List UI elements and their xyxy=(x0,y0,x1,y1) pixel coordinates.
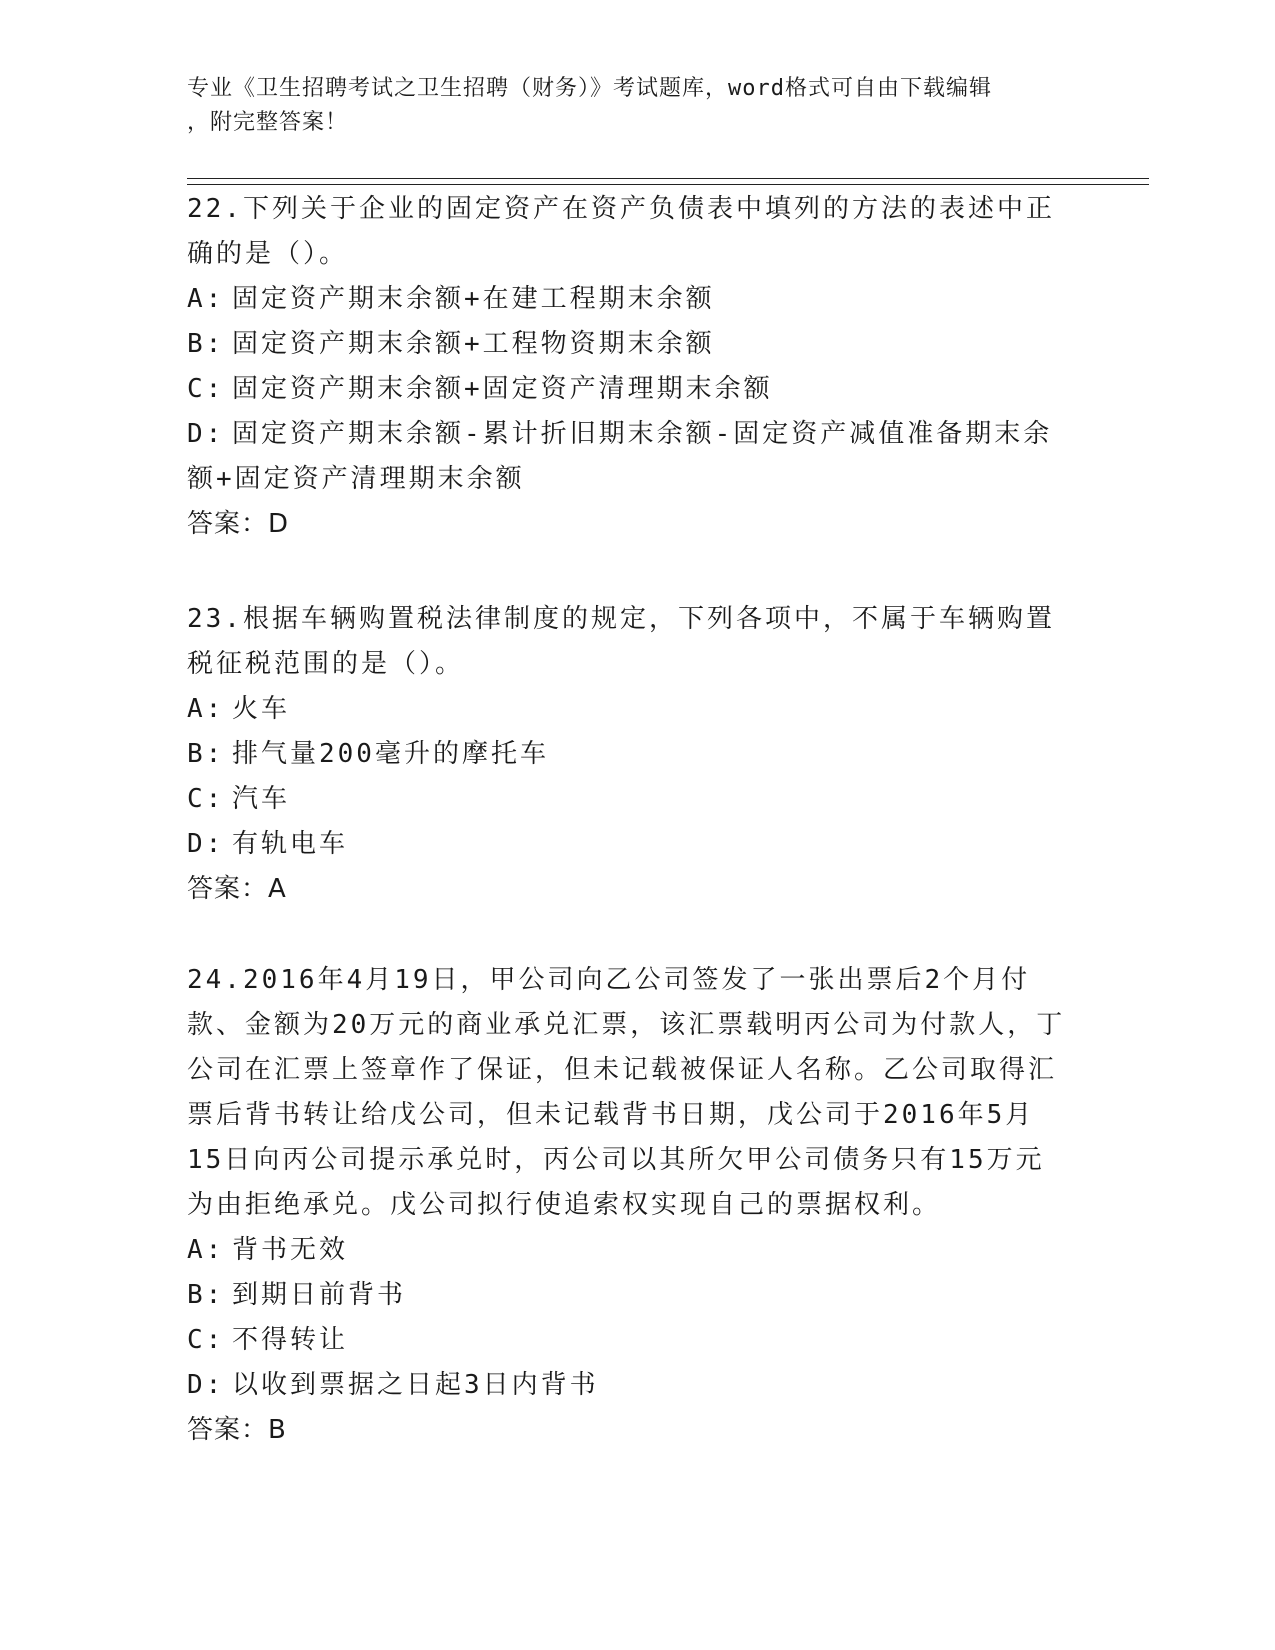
option-text: 固定资产期末余额-累计折旧期末余额-固定资产减值准备期末余额+固定资产清理期末余额 xyxy=(187,419,1053,494)
option-text: 固定资产期末余额+在建工程期末余额 xyxy=(232,284,715,314)
option-c xyxy=(187,777,1067,822)
option-text: 不得转让 xyxy=(232,1325,349,1355)
option-a xyxy=(187,277,1067,322)
document-header xyxy=(187,72,1067,140)
option-text: 汽车 xyxy=(232,784,291,814)
header-divider-bottom xyxy=(187,184,1149,185)
option-label: A: xyxy=(187,1235,225,1265)
option-a xyxy=(187,687,1067,732)
option-label: A: xyxy=(187,694,225,724)
answer: 答案：D xyxy=(187,509,290,539)
answer: 答案：B xyxy=(187,1415,287,1445)
header-line-1: 专业《卫生招聘考试之卫生招聘（财务）》考试题库，word格式可自由下载编辑 xyxy=(187,76,992,101)
question-stem: 22.下列关于企业的固定资产在资产负债表中填列的方法的表述中正确的是（）。 xyxy=(187,194,1055,269)
option-label: B: xyxy=(187,329,225,359)
option-label: B: xyxy=(187,739,225,769)
option-b xyxy=(187,1273,1067,1318)
option-c xyxy=(187,1318,1067,1363)
question-23 xyxy=(187,597,1067,912)
option-d xyxy=(187,1363,1067,1408)
option-label: C: xyxy=(187,1325,225,1355)
option-d xyxy=(187,412,1067,502)
option-label: C: xyxy=(187,374,225,404)
question-24 xyxy=(187,958,1067,1453)
option-b xyxy=(187,322,1067,367)
question-stem: 23.根据车辆购置税法律制度的规定，下列各项中，不属于车辆购置税征税范围的是（）。 xyxy=(187,604,1055,679)
question-22 xyxy=(187,187,1067,547)
option-label: A: xyxy=(187,284,225,314)
option-text: 以收到票据之日起3日内背书 xyxy=(232,1370,599,1400)
option-text: 火车 xyxy=(232,694,291,724)
option-text: 有轨电车 xyxy=(232,829,349,859)
option-a xyxy=(187,1228,1067,1273)
option-label: D: xyxy=(187,829,225,859)
option-label: B: xyxy=(187,1280,225,1310)
header-line-2: ，附完整答案！ xyxy=(187,110,349,135)
option-text: 固定资产期末余额+固定资产清理期末余额 xyxy=(232,374,773,404)
answer: 答案：A xyxy=(187,874,287,904)
option-text: 固定资产期末余额+工程物资期末余额 xyxy=(232,329,715,359)
option-b xyxy=(187,732,1067,777)
option-label: D: xyxy=(187,1370,225,1400)
option-text: 到期日前背书 xyxy=(232,1280,407,1310)
option-label: D: xyxy=(187,419,225,449)
question-stem: 24.2016年4月19日，甲公司向乙公司签发了一张出票后2个月付款、金额为20万元的商业承兑汇票，该汇票载明丙公司为付款人，丁公司在汇票上签章作了保证，但未记载被保证人名称。乙公司取得汇票后背书转让给戊公司，但未记载背书日期，戊公司于2016年5月15日向丙公司提示承兑时，丙公司以其所欠甲公司债务只有15万元为由拒绝承兑。戊公司拟行使追索权实现自己的票据权利。 xyxy=(187,965,1066,1220)
option-c xyxy=(187,367,1067,412)
option-d xyxy=(187,822,1067,867)
header-divider-top xyxy=(187,178,1149,179)
option-text: 排气量200毫升的摩托车 xyxy=(232,739,549,769)
option-label: C: xyxy=(187,784,225,814)
option-text: 背书无效 xyxy=(232,1235,349,1265)
